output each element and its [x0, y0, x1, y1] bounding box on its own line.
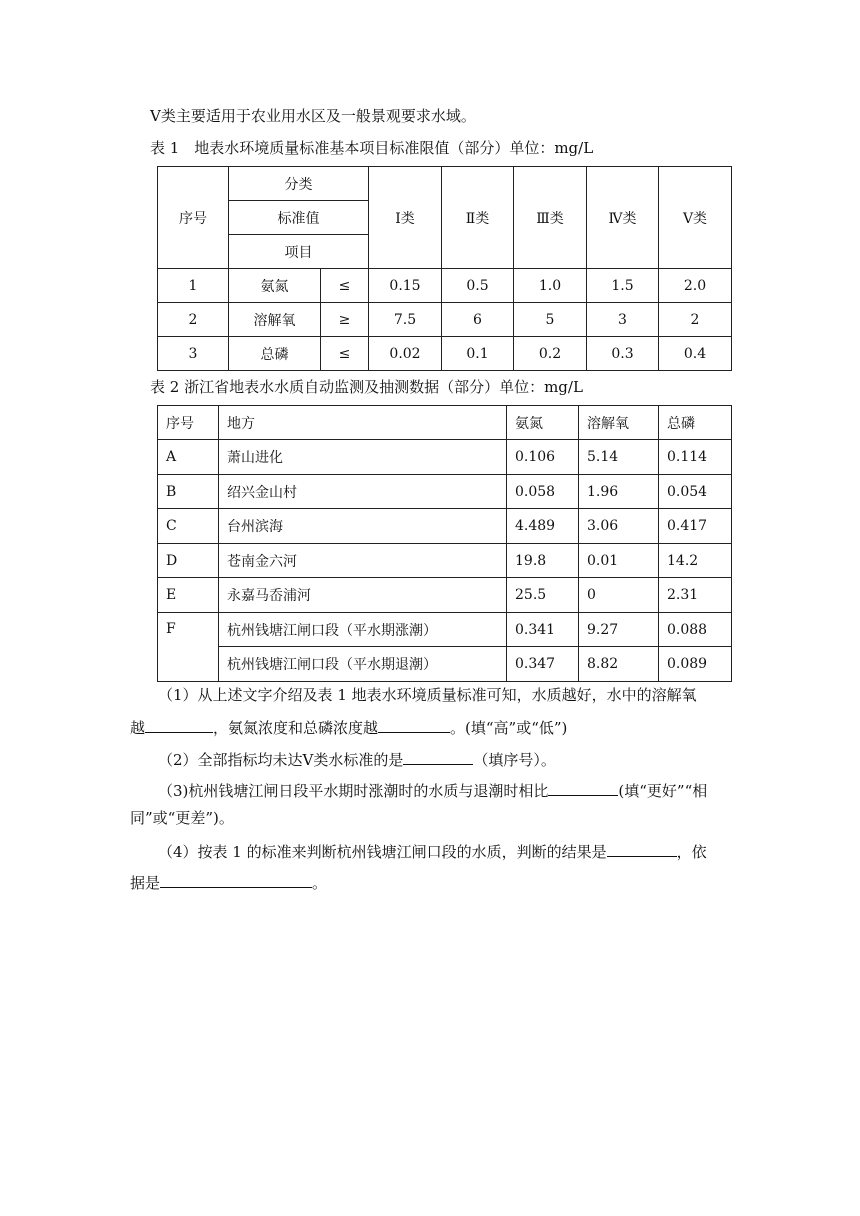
table-row	[158, 578, 732, 613]
t2-cell-phosphorus: 0.114	[659, 440, 732, 475]
t2-cell-seq: D	[158, 544, 219, 578]
table-row	[158, 509, 732, 544]
t2-cell-place: 台州滨海	[219, 509, 507, 544]
t2-cell-phosphorus: 0.054	[659, 475, 732, 509]
t2-header-place: 地方	[219, 406, 507, 440]
t1-header-standard: 标准值	[229, 201, 369, 235]
t2-header-seq: 序号	[158, 406, 219, 440]
table-row	[158, 475, 732, 509]
t1-header-seq: 序号	[158, 167, 229, 269]
question-4-line-1: （4）按表 1 的标准来判断杭州钱塘江闸口段的水质，判断的结果是 ，依	[158, 840, 707, 862]
answer-blank	[378, 716, 450, 733]
t1-cell-op: ≤	[321, 337, 369, 371]
t1-cell-item: 总磷	[229, 337, 321, 371]
t2-cell-seq: E	[158, 578, 219, 613]
t2-cell-ammonia: 25.5	[507, 578, 579, 613]
t2-cell-seq: C	[158, 509, 219, 544]
table-row	[158, 440, 732, 475]
t2-cell-seq: F	[158, 613, 219, 682]
question-3-line-2: 同”或“更差”)。	[130, 809, 234, 827]
t1-cell-c1: 0.15	[369, 269, 442, 303]
table-row	[158, 613, 732, 647]
t1-cell-op: ≤	[321, 269, 369, 303]
t1-cell-c4: 1.5	[587, 269, 659, 303]
t2-cell-place: 杭州钱塘江闸口段（平水期退潮）	[219, 647, 507, 682]
t1-cell-c2: 0.5	[442, 269, 514, 303]
t2-cell-dissolved-oxygen: 9.27	[579, 613, 659, 647]
t2-cell-phosphorus: 0.417	[659, 509, 732, 544]
t1-cell-seq: 1	[158, 269, 229, 303]
answer-blank	[160, 871, 312, 888]
t1-cell-c2: 6	[442, 303, 514, 337]
question-3-line-1: （3)杭州钱塘江闸日段平水期时涨潮时的水质与退潮时相比 (填“更好”“相	[158, 779, 707, 801]
table-row	[158, 544, 732, 578]
table1-caption: 表 1 地表水环境质量标准基本项目标准限值（部分）单位：mg/L	[150, 139, 594, 157]
t2-cell-dissolved-oxygen: 0	[579, 578, 659, 613]
t1-header-category: 分类	[229, 167, 369, 201]
t1-cell-c3: 5	[514, 303, 587, 337]
monitoring-table	[157, 405, 732, 682]
t2-cell-seq: A	[158, 440, 219, 475]
t1-cell-c3: 1.0	[514, 269, 587, 303]
t2-cell-ammonia: 0.106	[507, 440, 579, 475]
table-row	[158, 337, 732, 371]
t2-cell-ammonia: 19.8	[507, 544, 579, 578]
answer-blank	[403, 748, 473, 765]
t2-cell-seq: B	[158, 475, 219, 509]
question-1-line-1: （1）从上述文字介绍及表 1 地表水环境质量标准可知，水质越好，水中的溶解氧	[158, 686, 697, 704]
question-4-line-2: 据是 。	[130, 871, 327, 893]
t2-cell-place: 绍兴金山村	[219, 475, 507, 509]
answer-blank	[145, 716, 213, 733]
t1-header-class3: Ⅲ类	[514, 167, 587, 269]
t1-cell-seq: 3	[158, 337, 229, 371]
table2-caption: 表 2 浙江省地表水水质自动监测及抽测数据（部分）单位：mg/L	[150, 378, 583, 396]
t2-cell-place: 永嘉马岙浦河	[219, 578, 507, 613]
table-row	[158, 647, 732, 682]
t2-cell-ammonia: 0.341	[507, 613, 579, 647]
t2-cell-dissolved-oxygen: 3.06	[579, 509, 659, 544]
t2-cell-place: 杭州钱塘江闸口段（平水期涨潮）	[219, 613, 507, 647]
t2-header-phosphorus: 总磷	[659, 406, 732, 440]
t2-header-ammonia: 氨氮	[507, 406, 579, 440]
answer-blank	[607, 840, 677, 857]
t2-header-dissolved-oxygen: 溶解氧	[579, 406, 659, 440]
table-row	[158, 303, 732, 337]
t2-cell-place: 苍南金六河	[219, 544, 507, 578]
t1-cell-c2: 0.1	[442, 337, 514, 371]
t1-cell-c5: 2	[659, 303, 732, 337]
t1-cell-item: 氨氮	[229, 269, 321, 303]
table-row	[158, 269, 732, 303]
question-2: （2）全部指标均未达Ⅴ类水标准的是 （填序号）。	[158, 748, 556, 770]
t1-header-item: 项目	[229, 235, 369, 269]
t1-cell-c1: 0.02	[369, 337, 442, 371]
t2-cell-phosphorus: 0.089	[659, 647, 732, 682]
standards-table	[157, 166, 732, 371]
t1-cell-item: 溶解氧	[229, 303, 321, 337]
t2-cell-phosphorus: 14.2	[659, 544, 732, 578]
intro-text: Ⅴ类主要适用于农业用水区及一般景观要求水域。	[150, 107, 476, 125]
t1-cell-c3: 0.2	[514, 337, 587, 371]
t2-cell-ammonia: 0.058	[507, 475, 579, 509]
t2-cell-dissolved-oxygen: 0.01	[579, 544, 659, 578]
t2-cell-phosphorus: 0.088	[659, 613, 732, 647]
t1-cell-seq: 2	[158, 303, 229, 337]
t1-header-class2: Ⅱ类	[442, 167, 514, 269]
t2-cell-dissolved-oxygen: 8.82	[579, 647, 659, 682]
t1-cell-c5: 0.4	[659, 337, 732, 371]
t1-cell-op: ≥	[321, 303, 369, 337]
t2-cell-place: 萧山进化	[219, 440, 507, 475]
t1-cell-c5: 2.0	[659, 269, 732, 303]
answer-blank	[548, 779, 618, 796]
t1-cell-c4: 3	[587, 303, 659, 337]
t1-header-class5: Ⅴ类	[659, 167, 732, 269]
t1-cell-c1: 7.5	[369, 303, 442, 337]
t2-cell-dissolved-oxygen: 1.96	[579, 475, 659, 509]
t2-cell-phosphorus: 2.31	[659, 578, 732, 613]
t2-cell-dissolved-oxygen: 5.14	[579, 440, 659, 475]
t1-header-class4: Ⅳ类	[587, 167, 659, 269]
t2-cell-ammonia: 4.489	[507, 509, 579, 544]
question-1-line-2: 越 ，氨氮浓度和总磷浓度越 。(填“高”或“低”)	[130, 716, 567, 738]
t2-cell-ammonia: 0.347	[507, 647, 579, 682]
t1-header-class1: Ⅰ类	[369, 167, 442, 269]
t1-cell-c4: 0.3	[587, 337, 659, 371]
